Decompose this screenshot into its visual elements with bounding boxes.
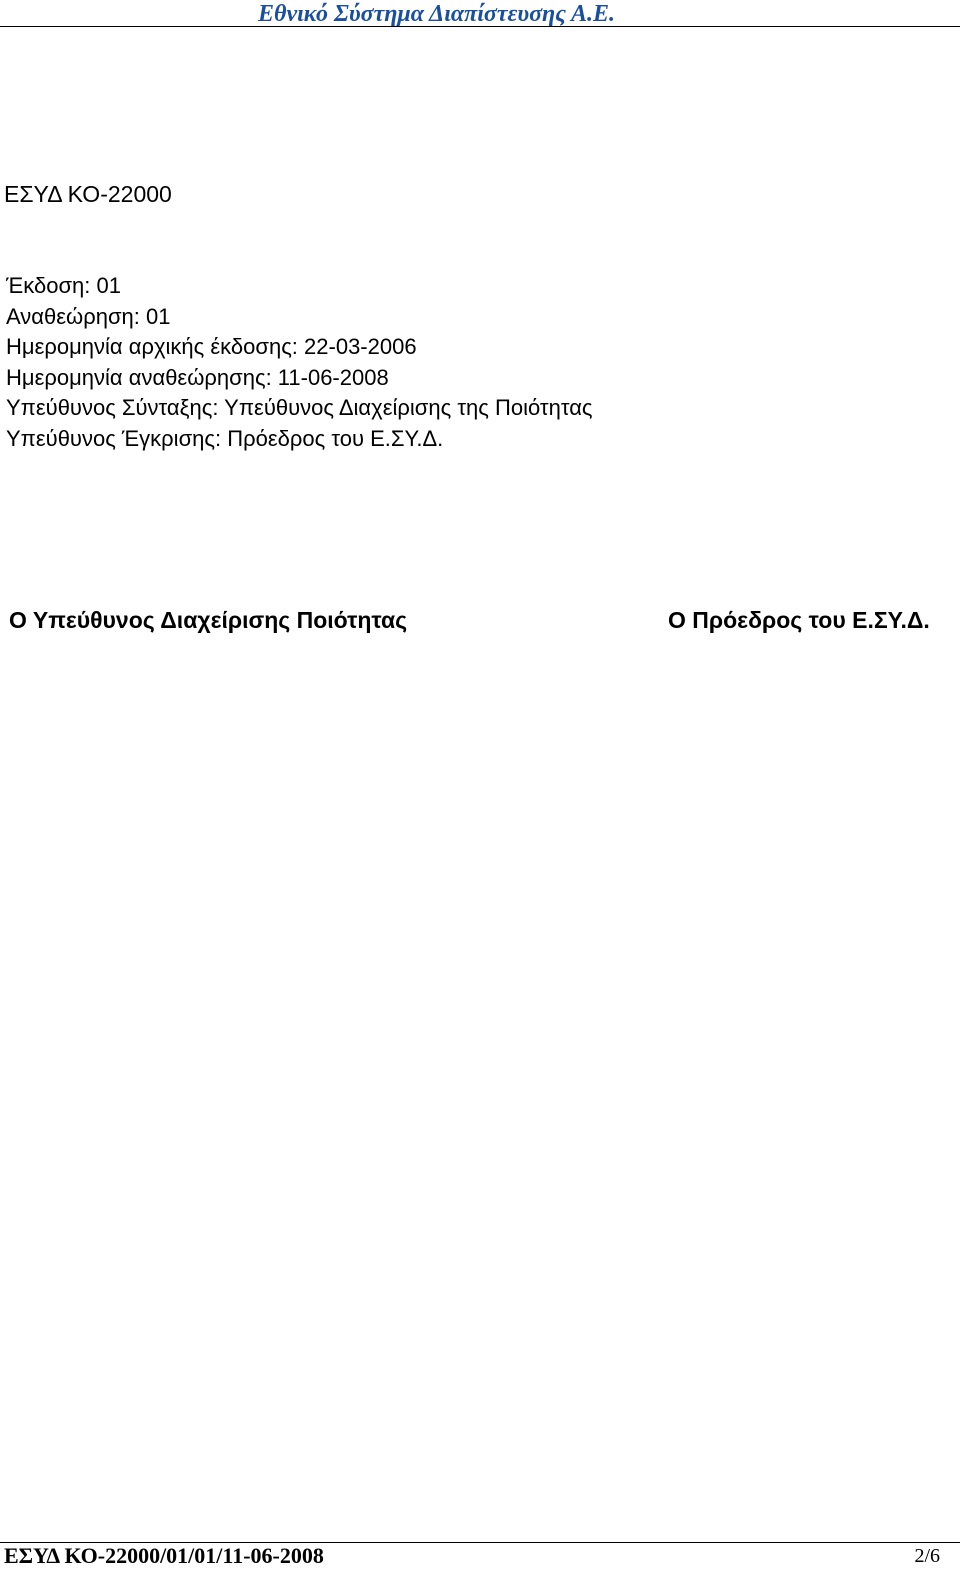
edition-line: Έκδοση: 01 (6, 273, 121, 298)
page-number: 2/6 (914, 1545, 940, 1567)
page-footer (0, 1542, 960, 1581)
initial-issue-date-line: Ημερομηνία αρχικής έκδοσης: 22-03-2006 (6, 334, 417, 359)
approver-line: Υπεύθυνος Έγκρισης: Πρόεδρος του Ε.ΣΥ.Δ. (6, 425, 444, 451)
author-line: Υπεύθυνος Σύνταξης: Υπεύθυνος Διαχείρισης της Ποιότητας (6, 395, 593, 420)
organization-name: Εθνικό Σύστημα Διαπίστευσης Α.Ε. (258, 1, 616, 27)
page-header (0, 0, 960, 27)
footer-document-reference: ΕΣΥΔ ΚΟ-22000/01/01/11-06-2008 (4, 1543, 324, 1568)
revision-date-line: Ημερομηνία αναθεώρησης: 11-06-2008 (6, 364, 389, 390)
document-code: ΕΣΥΔ ΚΟ-22000 (4, 181, 172, 207)
signature-president: Ο Πρόεδρος του Ε.ΣΥ.Δ. (668, 607, 930, 633)
signature-quality-manager: Ο Υπεύθυνος Διαχείρισης Ποιότητας (9, 607, 408, 633)
revision-line: Αναθεώρηση: 01 (6, 303, 171, 329)
document-metadata (6, 271, 593, 454)
